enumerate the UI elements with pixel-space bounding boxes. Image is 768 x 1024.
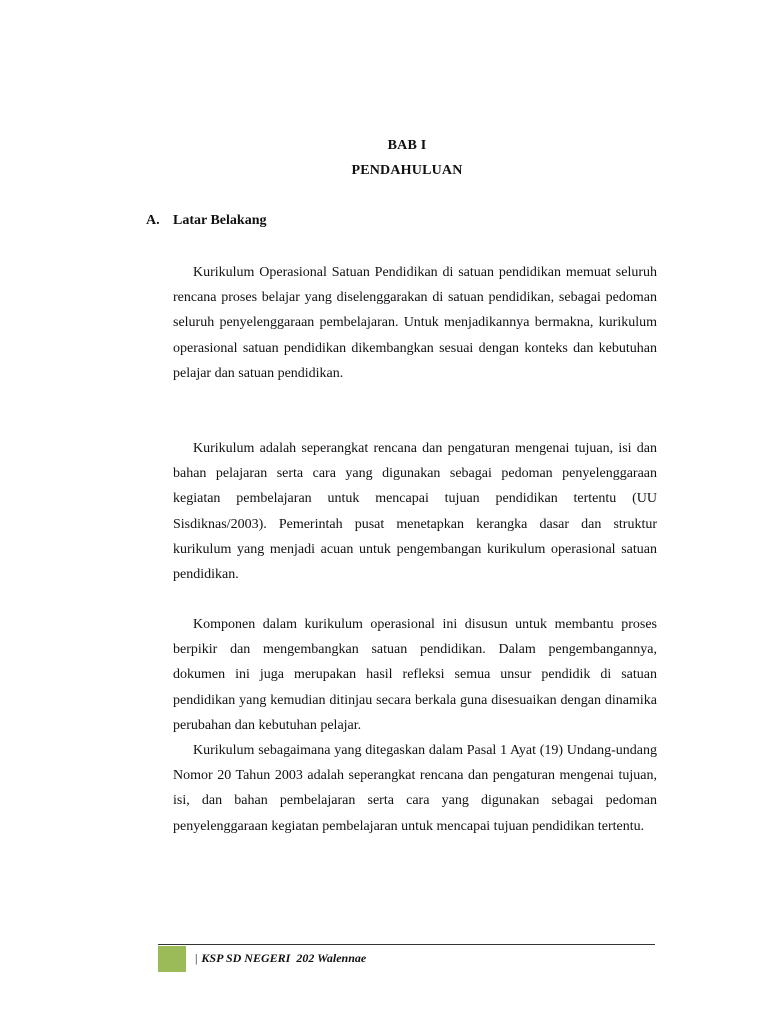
footer-separator: | — [195, 951, 198, 965]
footer-title: KSP SD NEGERI 202 Walennae — [201, 951, 367, 965]
body-paragraph-group-2 — [173, 436, 657, 587]
body-paragraph: Komponen dalam kurikulum operasional ini disusun untuk membantu proses berpikir dan mengembangkan satuan pendidikan. Dalam pengembangannya, dokumen ini juga merupakan hasil refleksi semua unsur pendidik di satuan pendidikan yang kemudian ditinjau secara berkala guna disesuaikan dengan dinamika perubahan dan kebutuhan pelajar. — [173, 617, 657, 733]
footer — [195, 951, 366, 966]
footer-color-block — [158, 946, 186, 972]
chapter-title: PENDAHULUAN — [351, 163, 463, 178]
footer-divider — [158, 944, 655, 945]
body-paragraph-group-3 — [173, 612, 657, 839]
body-paragraph: Kurikulum adalah seperangkat rencana dan pengaturan mengenai tujuan, isi dan bahan pelajaran serta cara yang digunakan sebagai pedoman penyelenggaraan kegiatan pembelajaran untuk mencapai tujuan pendidikan tertentu (UU Sisdiknas/2003). Pemerintah pusat menetapkan kerangka dasar dan struktur kurikulum yang menjadi acuan untuk pengembangan kurikulum operasional satuan pendidikan. — [173, 441, 657, 583]
section-title: Latar Belakang — [173, 213, 267, 228]
section-letter: A. — [146, 213, 160, 228]
body-paragraph-group-1 — [173, 260, 657, 386]
chapter-number: BAB I — [387, 138, 427, 153]
body-paragraph: Kurikulum sebagaimana yang ditegaskan dalam Pasal 1 Ayat (19) Undang-undang Nomor 20 Tahun 2003 adalah seperangkat rencana dan pengaturan mengenai tujuan, isi, dan bahan pembelajaran serta cara yang digunakan sebagai pedoman penyelenggaraan kegiatan pembelajaran untuk mencapai tujuan pendidikan tertentu. — [173, 743, 657, 834]
section-heading — [146, 213, 266, 229]
body-paragraph: Kurikulum Operasional Satuan Pendidikan di satuan pendidikan memuat seluruh rencana proses belajar yang diselenggarakan di satuan pendidikan, sebagai pedoman seluruh penyelenggaraan pembelajaran. Untuk menjadikannya bermakna, kurikulum operasional satuan pendidikan dikembangkan sesuai dengan konteks dan kebutuhan pelajar dan satuan pendidikan. — [173, 265, 657, 381]
